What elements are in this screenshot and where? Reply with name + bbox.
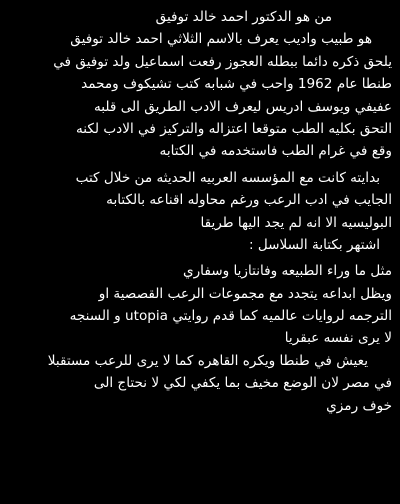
document-line: الجايب في ادب الرعب ورغم محاوله اقناعه بالكتابه xyxy=(106,192,392,209)
document-line: الترجمه لروايات عالميه كما قدم روايتي utopia و السنجه xyxy=(69,308,392,325)
document-line: بدايته كانت مع المؤسسه العربيه الحديثه من خلال كتب xyxy=(75,169,380,186)
document-line: التحق بكليه الطب متوقعا اعتزاله والتركيز في الادب لكنه xyxy=(75,120,392,137)
document-line: يلحق ذكره دائما ببطله العجوز رفعت اسماعيل ولد توفيق في xyxy=(53,53,392,70)
document-line: هو طبيب واديب يعرف بالاسم الثلاثي احمد خالد توفيق xyxy=(70,31,372,48)
document-line: من هو الدكتور احمد خالد توفيق xyxy=(155,9,332,25)
document-line: مثل ما وراء الطبيعه وفانتازيا وسفاري xyxy=(182,263,392,280)
document-line: خوف رمزي xyxy=(326,397,392,414)
document-line: طنطا عام 1962 واحب في شبابه كتب تشيكوف ومحمد xyxy=(81,76,392,93)
document-line: البوليسيه الا انه لم يجد اليها طريقا xyxy=(200,214,392,231)
document-line: في مصر لان الوضع مخيف بما يكفي لكي لا نحتاج الى xyxy=(93,375,392,392)
document-line: وقع في غرام الطب فاستخدمه في الكتابه xyxy=(159,143,392,160)
document-line: ويظل ابداعه يتجدد مع مجموعات الرعب القصصية او xyxy=(98,285,392,302)
document-line: لا يرى نفسه عبقريا xyxy=(284,330,392,347)
document-line: عفيفي ويوسف ادريس ليعرف الادب الطريق الى قلبه xyxy=(94,98,392,115)
document-line: اشتهر بكتابة السلاسل : xyxy=(248,236,380,253)
document-line: يعيش في طنطا ويكره القاهره كما لا يرى للرعب مستقبلا xyxy=(47,352,368,369)
